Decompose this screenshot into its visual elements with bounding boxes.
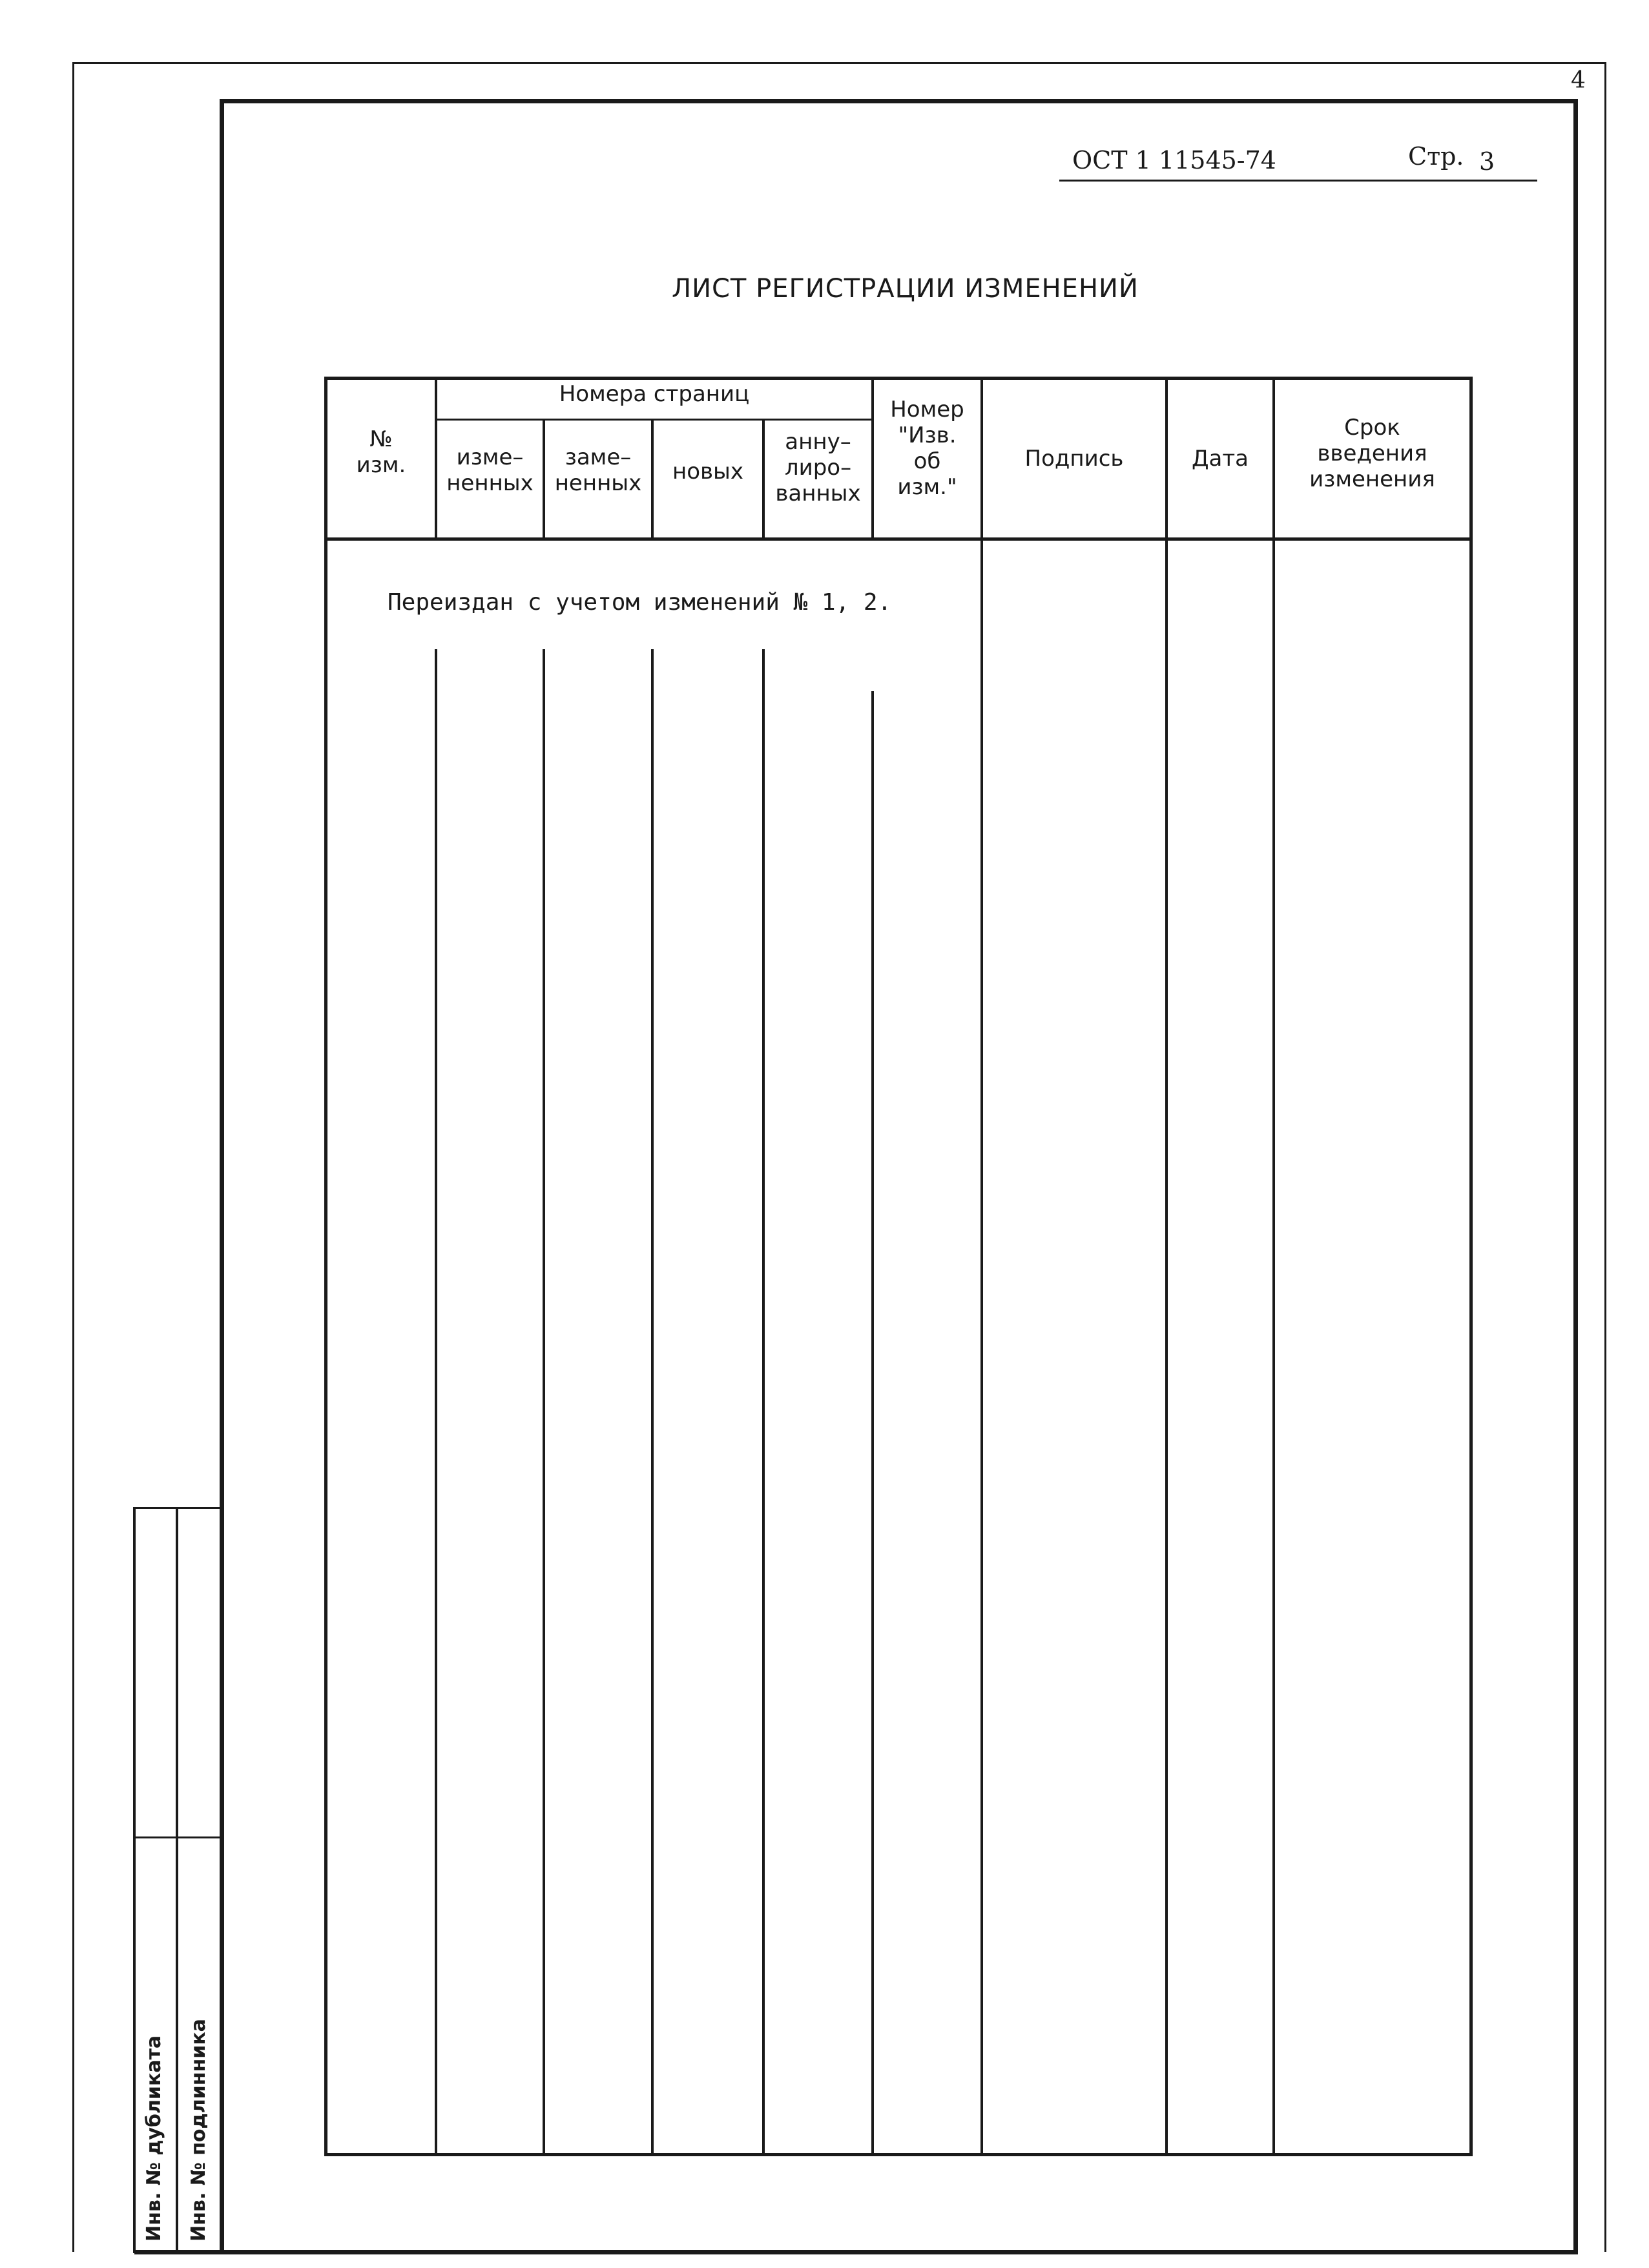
- sidebar-row-divider: [133, 1836, 222, 1838]
- inner-frame-bottom: [134, 2250, 1578, 2254]
- sidebar-middle-divider: [176, 1507, 178, 2253]
- inner-frame-top: [220, 99, 1578, 103]
- sidebar-top: [133, 1507, 222, 1509]
- outer-frame-top: [72, 62, 1605, 64]
- header-change-no: № изм.: [356, 426, 406, 478]
- inner-frame-right: [1573, 99, 1578, 2254]
- header-effective-date: Срок введения изменения: [1309, 415, 1435, 492]
- sheet-number: 4: [1571, 67, 1586, 94]
- page-group-divider: [436, 419, 873, 421]
- table-bottom: [324, 2153, 1473, 2156]
- col-line-1-body: [435, 649, 437, 2154]
- col-line-6: [980, 377, 983, 2154]
- doc-code-underline: [1059, 180, 1537, 182]
- page-label: Стр.: [1408, 142, 1464, 171]
- header-changed: изме– ненных: [446, 444, 534, 496]
- header-signature: Подпись: [1024, 446, 1124, 472]
- col-line-5-body: [871, 691, 874, 2154]
- sidebar-duplicate-inventory: Инв. № дубликата: [143, 2035, 165, 2242]
- page-number: 3: [1479, 147, 1495, 176]
- header-page-numbers-group: Номера страниц: [559, 381, 750, 407]
- header-notice-no: Номер "Изв. об изм.": [890, 397, 964, 500]
- table-top: [324, 377, 1473, 380]
- header-new: новых: [672, 459, 744, 484]
- page-title: ЛИСТ РЕГИСТРАЦИИ ИЗМЕНЕНИЙ: [672, 274, 1139, 304]
- table-header-bottom: [324, 537, 1473, 541]
- inner-frame-left: [220, 99, 224, 2254]
- outer-frame-right: [1604, 62, 1606, 2252]
- outer-frame-left: [72, 62, 74, 2252]
- col-line-7: [1165, 377, 1168, 2154]
- col-line-2-body: [543, 649, 545, 2154]
- col-line-4-body: [762, 649, 765, 2154]
- header-date: Дата: [1191, 446, 1249, 472]
- doc-code: ОСТ 1 11545-74: [1072, 146, 1276, 174]
- reissue-note: Переиздан с учетом изменений № 1, 2.: [388, 589, 892, 616]
- col-line-3-body: [651, 649, 654, 2154]
- header-replaced: заме– ненных: [554, 444, 642, 496]
- sidebar-original-inventory: Инв. № подлинника: [187, 2019, 210, 2242]
- sidebar-left-edge: [133, 1507, 136, 2253]
- table-right: [1469, 377, 1473, 2156]
- col-line-8: [1272, 377, 1275, 2154]
- table-left: [324, 377, 327, 2156]
- header-annulled: анну– лиро– ванных: [775, 429, 861, 506]
